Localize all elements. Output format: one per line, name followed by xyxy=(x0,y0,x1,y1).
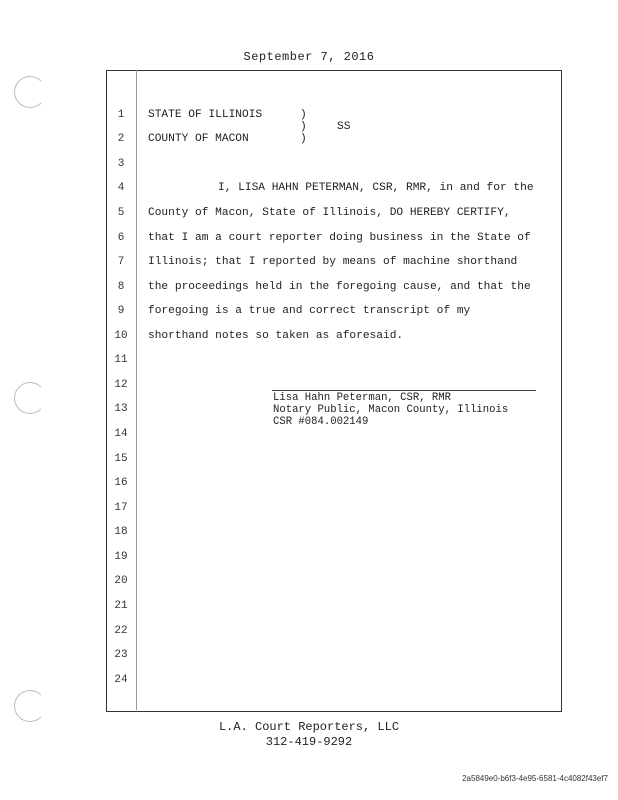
line-number: 22 xyxy=(114,625,128,637)
hole-punch-mark xyxy=(14,382,46,414)
transcript-page-frame xyxy=(106,70,562,712)
line-number: 23 xyxy=(114,649,128,661)
certificate-text-line: I, LISA HAHN PETERMAN, CSR, RMR, in and for the xyxy=(218,182,534,194)
line-number: 3 xyxy=(117,158,125,170)
caption-paren: ) xyxy=(300,133,307,145)
line-number: 5 xyxy=(117,207,125,219)
page-date-header: September 7, 2016 xyxy=(243,50,375,64)
line-number: 10 xyxy=(114,330,128,342)
signer-name: Lisa Hahn Peterman, CSR, RMR xyxy=(273,392,452,404)
hole-punch-mark xyxy=(14,76,46,108)
caption-ss: SS xyxy=(337,121,351,133)
certificate-text-line: foregoing is a true and correct transcript of my xyxy=(148,305,471,317)
certificate-text-line: shorthand notes so taken as aforesaid. xyxy=(148,330,404,342)
line-number: 16 xyxy=(114,477,128,489)
line-number: 12 xyxy=(114,379,128,391)
line-number: 14 xyxy=(114,428,128,440)
signer-csr-number: CSR #084.002149 xyxy=(273,416,369,428)
line-number: 17 xyxy=(114,502,128,514)
caption-paren: ) xyxy=(300,121,307,133)
line-number: 13 xyxy=(114,403,128,415)
certificate-text-line: that I am a court reporter doing business in the State of xyxy=(148,232,531,244)
caption-paren: ) xyxy=(300,109,307,121)
line-number: 2 xyxy=(117,133,125,145)
certificate-text-line: County of Macon, State of Illinois, DO HEREBY CERTIFY, xyxy=(148,207,511,219)
line-number: 15 xyxy=(114,453,128,465)
line-number: 21 xyxy=(114,600,128,612)
signer-title: Notary Public, Macon County, Illinois xyxy=(273,404,509,416)
line-number: 7 xyxy=(117,256,125,268)
certificate-text-line: Illinois; that I reported by means of machine shorthand xyxy=(148,256,518,268)
line-number: 24 xyxy=(114,674,128,686)
caption-state: STATE OF ILLINOIS xyxy=(148,109,263,121)
line-number: 9 xyxy=(117,305,125,317)
footer-company: L.A. Court Reporters, LLC xyxy=(218,720,400,734)
line-number-margin-rule xyxy=(136,70,137,710)
certificate-text-line: the proceedings held in the foregoing cause, and that the xyxy=(148,281,531,293)
line-number: 18 xyxy=(114,526,128,538)
line-number: 20 xyxy=(114,575,128,587)
line-number: 19 xyxy=(114,551,128,563)
line-number: 1 xyxy=(117,109,125,121)
line-number: 11 xyxy=(114,354,128,366)
hole-punch-mark xyxy=(14,690,46,722)
signature-line xyxy=(272,390,536,391)
line-number: 8 xyxy=(117,281,125,293)
footer-phone: 312-419-9292 xyxy=(265,735,353,749)
line-number: 4 xyxy=(117,182,125,194)
line-number: 6 xyxy=(117,232,125,244)
caption-county: COUNTY OF MACON xyxy=(148,133,249,145)
document-id: 2a5849e0-b6f3-4e95-6581-4c4082f43ef7 xyxy=(462,774,608,783)
